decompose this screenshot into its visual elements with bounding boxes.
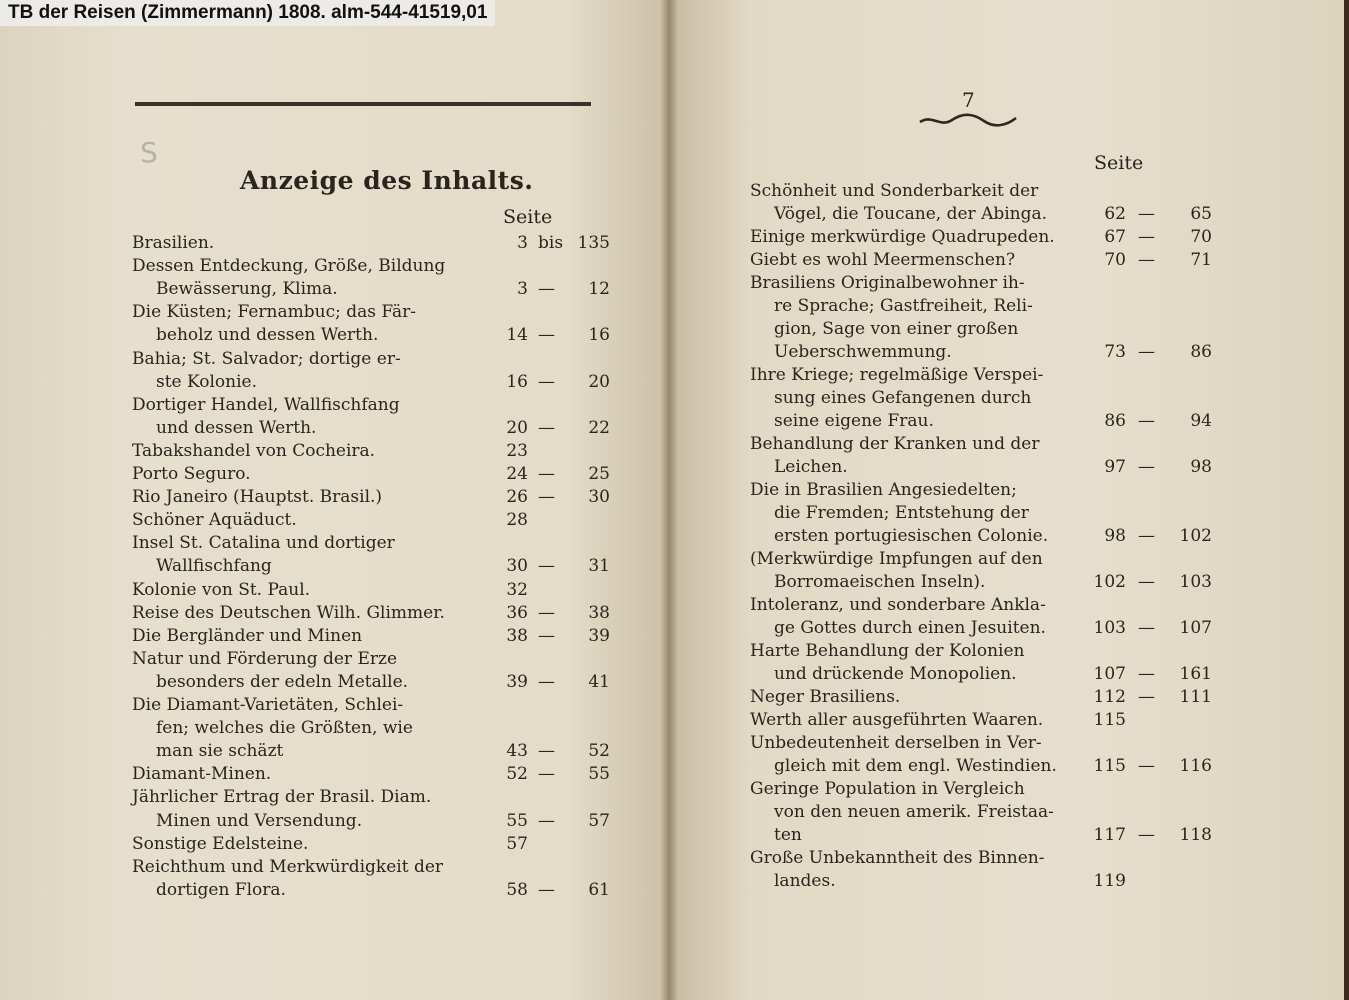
toc-entry-text: Ueberschwemmung.	[774, 342, 952, 362]
toc-entry-text: Tabakshandel von Cocheira.	[132, 440, 376, 461]
top-rule	[135, 102, 591, 106]
toc-entry-text: Neger Brasiliens.	[750, 687, 901, 707]
toc-page-end: 22	[588, 417, 610, 438]
toc-entry-text: Die Diamant-Varietäten, Schlei-	[132, 695, 404, 715]
toc-range-separator: —	[538, 625, 555, 646]
toc-entry-text: beholz und dessen Werth.	[156, 325, 379, 346]
toc-page-end: 39	[588, 625, 610, 646]
toc-entry-text: gleich mit dem engl. Westindien.	[774, 756, 1057, 776]
left-page	[0, 0, 668, 1000]
toc-entry-text: Geringe Population in Vergleich	[750, 779, 1025, 799]
toc-entry-text: Ihre Kriege; regelmäßige Verspei-	[750, 365, 1044, 385]
toc-page-end: 70	[1190, 227, 1212, 247]
toc-page-start: 32	[506, 579, 528, 600]
toc-range-separator: —	[1138, 411, 1155, 431]
toc-entry-text: gion, Sage von einer großen	[774, 319, 1019, 339]
toc-range-separator: —	[538, 417, 555, 438]
toc-page-end: 103	[1179, 572, 1212, 592]
toc-page-end: 107	[1179, 618, 1212, 638]
toc-entry-text: landes.	[774, 871, 836, 891]
toc-page-start: 20	[506, 417, 528, 438]
toc-entry-text: fen; welches die Größten, wie	[156, 718, 413, 739]
toc-entry-text: Bewässerung, Klima.	[156, 279, 338, 300]
toc-range-separator: —	[1138, 618, 1155, 638]
toc-entry-text: sung eines Gefangenen durch	[774, 388, 1032, 408]
toc-page-start: 23	[506, 440, 528, 461]
toc-entry-text: Kolonie von St. Paul.	[132, 579, 311, 600]
toc-entry-text: Einige merkwürdige Quadrupeden.	[750, 227, 1055, 247]
toc-range-separator: —	[1138, 664, 1155, 684]
toc-entry-text: Unbedeutenheit derselben in Ver-	[750, 733, 1042, 753]
toc-range-separator: —	[538, 764, 555, 785]
toc-entry-text: man sie schäzt	[156, 741, 284, 762]
toc-page-start: 39	[506, 671, 528, 692]
toc-page-start: 107	[1093, 664, 1126, 684]
toc-entry-text: Schöner Aquäduct.	[132, 510, 297, 531]
toc-page-start: 70	[1104, 250, 1126, 270]
toc-entry-text: Diamant-Minen.	[132, 764, 272, 785]
toc-range-separator: —	[538, 464, 555, 484]
toc-page-end: 161	[1179, 664, 1212, 684]
toc-entry-text: Werth aller ausgeführten Waaren.	[750, 710, 1044, 730]
toc-range-separator: —	[538, 741, 555, 762]
toc-entry-text: Giebt es wohl Meermenschen?	[750, 250, 1016, 270]
toc-page-end: 94	[1190, 411, 1212, 431]
toc-entry-text: und drückende Monopolien.	[774, 664, 1017, 684]
toc-page-start: 115	[1093, 710, 1126, 730]
book-gutter	[660, 0, 678, 1000]
toc-page-start: 16	[506, 371, 528, 392]
toc-range-separator: —	[1138, 342, 1155, 362]
toc-page-start: 112	[1093, 687, 1126, 707]
toc-page-end: 25	[588, 464, 610, 484]
toc-entry-text: besonders der edeln Metalle.	[156, 671, 409, 692]
toc-entry-text: Behandlung der Kranken und der	[750, 434, 1040, 454]
toc-page-end: 61	[588, 879, 610, 900]
toc-entry-text: ste Kolonie.	[156, 371, 258, 392]
toc-page-end: 116	[1179, 756, 1212, 776]
toc-range-separator: —	[538, 279, 555, 300]
toc-range-separator: bis	[538, 233, 564, 253]
toc-page-start: 58	[506, 879, 528, 900]
toc-range-separator: —	[1138, 572, 1155, 592]
toc-page-end: 38	[588, 602, 610, 623]
toc-entry-text: von den neuen amerik. Freistaa-	[774, 802, 1054, 822]
toc-page-end: 31	[588, 556, 610, 577]
page-title: Anzeige des Inhalts.	[240, 166, 534, 195]
toc-range-separator: —	[1138, 250, 1155, 270]
toc-entry-text: Porto Seguro.	[132, 464, 251, 484]
toc-entry-text: Reise des Deutschen Wilh. Glimmer.	[132, 602, 445, 623]
toc-entry-text: Die Küsten; Fernambuc; das Fär-	[132, 302, 417, 323]
toc-range-separator: —	[538, 671, 555, 692]
toc-range-separator: —	[538, 325, 555, 346]
toc-range-separator: —	[538, 371, 555, 392]
toc-page-start: 102	[1093, 572, 1126, 592]
toc-page-start: 3	[517, 279, 528, 300]
toc-range-separator: —	[1138, 204, 1155, 224]
ornament-swirl-icon	[918, 112, 1018, 130]
toc-entry-text: Wallfischfang	[156, 556, 272, 577]
toc-page-start: 98	[1104, 526, 1126, 546]
toc-page-start: 115	[1093, 756, 1126, 776]
toc-range-separator: —	[538, 879, 555, 900]
toc-entry-text: Rio Janeiro (Hauptst. Brasil.)	[132, 487, 383, 508]
toc-page-start: 43	[506, 741, 528, 762]
toc-entry-text: (Merkwürdige Impfungen auf den	[750, 549, 1043, 569]
toc-page-start: 30	[506, 556, 528, 577]
toc-entry-text: Borromaeischen Inseln).	[774, 572, 986, 592]
toc-entry-text: Vögel, die Toucane, der Abinga.	[774, 204, 1048, 224]
toc-entry-text: Die in Brasilien Angesiedelten;	[750, 480, 1017, 500]
toc-range-separator: —	[1138, 687, 1155, 707]
toc-page-end: 65	[1190, 204, 1212, 224]
toc-entry-text: Reichthum und Merkwürdigkeit der	[132, 856, 444, 877]
toc-entry-text: Minen und Versendung.	[156, 810, 363, 831]
toc-page-end: 16	[588, 325, 610, 346]
toc-page-start: 57	[506, 833, 528, 854]
toc-page-start: 26	[506, 487, 528, 508]
toc-page-end: 86	[1190, 342, 1212, 362]
toc-entry-text: seine eigene Frau.	[774, 411, 934, 431]
toc-range-separator: —	[538, 810, 555, 831]
toc-page-end: 102	[1179, 526, 1212, 546]
toc-entry-text: Sonstige Edelsteine.	[132, 833, 309, 854]
toc-range-separator: —	[1138, 756, 1155, 776]
toc-page-end: 55	[588, 764, 610, 785]
toc-page-start: 117	[1093, 825, 1126, 845]
toc-entry-text: Bahia; St. Salvador; dortige er-	[132, 348, 401, 369]
toc-entry-text: Harte Behandlung der Kolonien	[750, 641, 1025, 661]
toc-entry-text: ge Gottes durch einen Jesuiten.	[774, 618, 1046, 638]
toc-entry-text: ersten portugiesischen Colonie.	[774, 526, 1049, 546]
toc-entry-text: Dessen Entdeckung, Größe, Bildung	[132, 256, 446, 277]
pencil-mark: S	[140, 136, 158, 169]
toc-page-end: 57	[588, 810, 610, 831]
toc-page-start: 73	[1104, 342, 1126, 362]
toc-page-end: 52	[588, 741, 610, 762]
toc-page-end: 71	[1190, 250, 1212, 270]
toc-page-start: 3	[517, 233, 528, 253]
column-header-seite: Seite	[503, 206, 553, 228]
toc-entry-text: re Sprache; Gastfreiheit, Reli-	[774, 296, 1033, 316]
toc-entry-text: Natur und Förderung der Erze	[132, 648, 398, 669]
toc-page-end: 118	[1179, 825, 1212, 845]
toc-page-start: 119	[1093, 871, 1126, 891]
toc-entry-text: ten	[774, 825, 802, 845]
toc-range-separator: —	[1138, 457, 1155, 477]
toc-range-separator: —	[538, 602, 555, 623]
toc-entry-text: die Fremden; Entstehung der	[774, 503, 1029, 523]
toc-entry-text: Brasilien.	[132, 233, 215, 253]
toc-page-end: 111	[1179, 687, 1212, 707]
toc-page-end: 30	[588, 487, 610, 508]
toc-entry-text: Die Bergländer und Minen	[132, 625, 363, 646]
toc-entry-text: Jährlicher Ertrag der Brasil. Diam.	[132, 787, 432, 808]
toc-entry-text: Große Unbekanntheit des Binnen-	[750, 848, 1045, 868]
toc-page-start: 36	[506, 602, 528, 623]
toc-page-start: 97	[1104, 457, 1126, 477]
toc-entry-text: Brasiliens Originalbewohner ih-	[750, 273, 1025, 293]
toc-entry-text: Insel St. Catalina und dortiger	[132, 533, 395, 554]
toc-range-separator: —	[538, 487, 555, 508]
toc-page-end: 135	[577, 233, 610, 253]
image-label: TB der Reisen (Zimmermann) 1808. alm-544-41519,01	[0, 0, 495, 26]
toc-page-end: 20	[588, 371, 610, 392]
toc-range-separator: —	[1138, 227, 1155, 247]
toc-page-start: 67	[1104, 227, 1126, 247]
toc-page-start: 38	[506, 625, 528, 646]
toc-page-start: 103	[1093, 618, 1126, 638]
toc-entry-text: und dessen Werth.	[156, 417, 317, 438]
page-number: 7	[962, 88, 975, 112]
toc-page-end: 12	[588, 279, 610, 300]
toc-page-start: 14	[506, 325, 528, 346]
toc-entry-text: Schönheit und Sonderbarkeit der	[750, 181, 1039, 201]
toc-page-end: 41	[588, 671, 610, 692]
toc-entry-text: Intoleranz, und sonderbare Ankla-	[750, 595, 1046, 615]
toc-page-end: 98	[1190, 457, 1212, 477]
toc-page-start: 55	[506, 810, 528, 831]
toc-entry-text: dortigen Flora.	[156, 879, 286, 900]
column-header-seite-right: Seite	[1094, 152, 1144, 174]
toc-entry-text: Leichen.	[774, 457, 848, 477]
toc-range-separator: —	[1138, 526, 1155, 546]
toc-page-start: 24	[506, 464, 528, 484]
toc-page-start: 62	[1104, 204, 1126, 224]
toc-range-separator: —	[1138, 825, 1155, 845]
toc-range-separator: —	[538, 556, 555, 577]
toc-page-start: 28	[506, 510, 528, 531]
toc-page-start: 86	[1104, 411, 1126, 431]
toc-entry-text: Dortiger Handel, Wallfischfang	[132, 394, 400, 415]
toc-page-start: 52	[506, 764, 528, 785]
